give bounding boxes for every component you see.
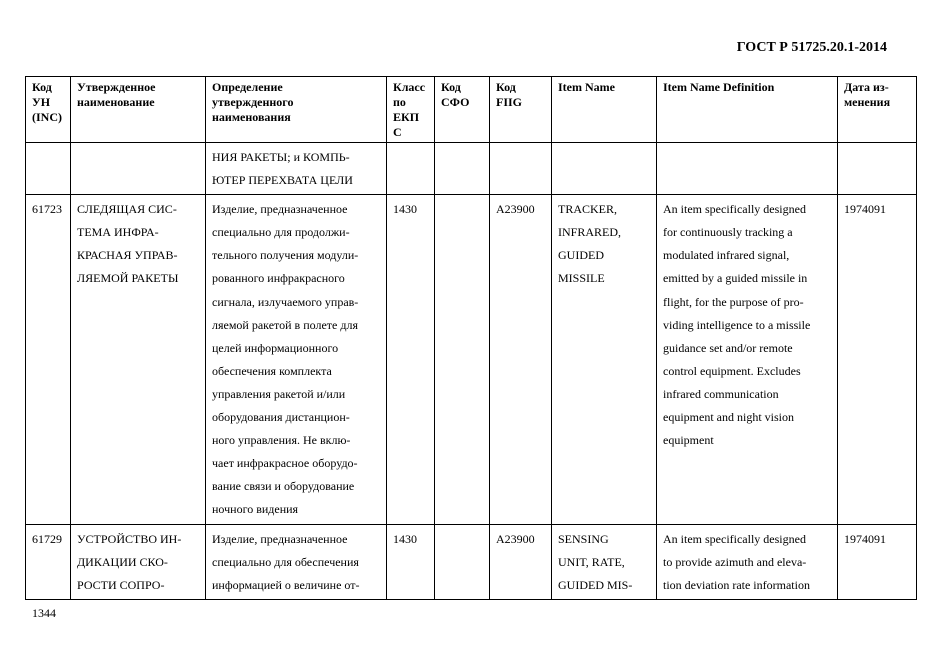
header-line: Код: [441, 80, 461, 94]
header-line: Класс: [393, 80, 426, 94]
cell-sfo: [435, 195, 490, 524]
cell-line: ного управления. Не вклю-: [212, 433, 351, 448]
cell-line: оборудования дистанцион-: [212, 410, 350, 425]
cell-line: специально для продолжи-: [212, 225, 350, 240]
cell-line: РОСТИ СОПРО-: [77, 577, 165, 592]
cell-line: информацией о величине от-: [212, 577, 360, 592]
table-row: [26, 524, 917, 599]
cell-line: viding intelligence to a missile: [663, 317, 811, 332]
cell-inc: 61729: [26, 524, 71, 599]
header-line: Утвержденное: [77, 80, 156, 94]
header-line: (INC): [32, 110, 62, 124]
cell-line: tion deviation rate information: [663, 577, 810, 592]
header-sfo: [435, 77, 490, 143]
cell-item-definition: [657, 195, 838, 524]
header-line: СФО: [441, 95, 470, 109]
cell-approved-name: [71, 524, 206, 599]
cell-line: Изделие, предназначенное: [212, 202, 348, 217]
header-inc: [26, 77, 71, 143]
cell-class: 1430: [387, 524, 435, 599]
cell-line: специально для обеспечения: [212, 554, 359, 569]
cell-fiig: [490, 143, 552, 195]
cell-line: GUIDED MIS-: [558, 577, 633, 592]
header-line: менения: [844, 95, 891, 109]
cell-approved-name: [71, 195, 206, 524]
cell-sfo: [435, 143, 490, 195]
cell-line: рованного инфракрасного: [212, 271, 345, 286]
header-definition: [206, 77, 387, 143]
header-approved-name: [71, 77, 206, 143]
cell-line: emitted by a guided missile in: [663, 271, 808, 286]
header-line: УН: [32, 95, 51, 109]
cell-line: вание связи и оборудование: [212, 479, 355, 494]
cell-line: TRACKER,: [558, 202, 618, 217]
cell-item-definition: [657, 143, 838, 195]
cell-line: SENSING: [558, 531, 609, 546]
cell-fiig: A23900: [490, 524, 552, 599]
cell-line: УСТРОЙСТВО ИН-: [77, 531, 182, 546]
cell-line: guidance set and/or remote: [663, 340, 793, 355]
cell-line: ДИКАЦИИ СКО-: [77, 554, 168, 569]
header-class: [387, 77, 435, 143]
cell-item-definition: [657, 524, 838, 599]
header-item-name: [552, 77, 657, 143]
cell-line: управления ракетой и/или: [212, 386, 346, 401]
header-line: ЕКП: [393, 110, 420, 124]
header-line: Код: [496, 80, 516, 94]
cell-definition: [206, 195, 387, 524]
header-line: по: [393, 95, 406, 109]
cell-line: for continuously tracking a: [663, 225, 793, 240]
table-header-row: [26, 77, 917, 143]
cell-line: НИЯ РАКЕТЫ; и КОМПЬ-: [212, 150, 350, 164]
cell-line: ЛЯЕМОЙ РАКЕТЫ: [77, 271, 179, 286]
catalog-table: [25, 76, 917, 600]
header-line: Код: [32, 80, 52, 94]
cell-inc: 61723: [26, 195, 71, 524]
cell-fiig: A23900: [490, 195, 552, 524]
cell-definition: [206, 143, 387, 195]
cell-date: [838, 143, 917, 195]
cell-line: КРАСНАЯ УПРАВ-: [77, 248, 178, 263]
cell-class: 1430: [387, 195, 435, 524]
cell-line: equipment: [663, 433, 714, 448]
header-line: С: [393, 125, 402, 139]
cell-approved-name: [71, 143, 206, 195]
cell-line: flight, for the purpose of pro-: [663, 294, 804, 309]
cell-line: An item specifically designed: [663, 531, 806, 546]
cell-line: control equipment. Excludes: [663, 363, 801, 378]
cell-item-name: [552, 143, 657, 195]
header-line: наименование: [77, 95, 155, 109]
cell-line: Изделие, предназначенное: [212, 531, 348, 546]
cell-line: ЮТЕР ПЕРЕХВАТА ЦЕЛИ: [212, 173, 353, 188]
header-line: Item Name Definition: [663, 80, 775, 94]
header-item-definition: [657, 77, 838, 143]
header-line: Item Name: [558, 80, 615, 94]
cell-line: to provide azimuth and eleva-: [663, 554, 807, 569]
cell-line: MISSILE: [558, 271, 605, 286]
cell-line: modulated infrared signal,: [663, 248, 790, 263]
cell-definition: [206, 524, 387, 599]
document-standard-number: ГОСТ Р 51725.20.1-2014: [736, 40, 887, 55]
table-row: [26, 195, 917, 524]
cell-date: 1974091: [838, 524, 917, 599]
header-line: наименования: [212, 110, 291, 124]
cell-line: тельного получения модули-: [212, 248, 359, 263]
cell-line: целей информационного: [212, 340, 339, 355]
cell-line: INFRARED,: [558, 225, 622, 240]
cell-line: equipment and night vision: [663, 410, 794, 425]
header-line: утвержденного: [212, 95, 294, 109]
header-fiig: [490, 77, 552, 143]
table-row: [26, 143, 917, 195]
cell-sfo: [435, 524, 490, 599]
cell-line: ночного видения: [212, 502, 299, 517]
cell-line: UNIT, RATE,: [558, 554, 625, 569]
cell-inc: [26, 143, 71, 195]
cell-line: чает инфракрасное оборудо-: [212, 456, 358, 471]
cell-line: ТЕМА ИНФРА-: [77, 225, 159, 240]
header-line: Определение: [212, 80, 283, 94]
page-number: 1344: [32, 606, 56, 620]
cell-line: infrared communication: [663, 386, 779, 401]
cell-item-name: [552, 524, 657, 599]
header-line: FIIG: [496, 95, 523, 109]
cell-line: GUIDED: [558, 248, 604, 263]
cell-class: [387, 143, 435, 195]
cell-line: СЛЕДЯЩАЯ СИС-: [77, 202, 177, 217]
header-date: [838, 77, 917, 143]
cell-item-name: [552, 195, 657, 524]
cell-line: обеспечения комплекта: [212, 363, 332, 378]
cell-line: сигнала, излучаемого управ-: [212, 294, 359, 309]
header-line: Дата из-: [844, 80, 889, 94]
cell-line: ляемой ракетой в полете для: [212, 317, 358, 332]
cell-date: 1974091: [838, 195, 917, 524]
cell-line: An item specifically designed: [663, 202, 806, 217]
